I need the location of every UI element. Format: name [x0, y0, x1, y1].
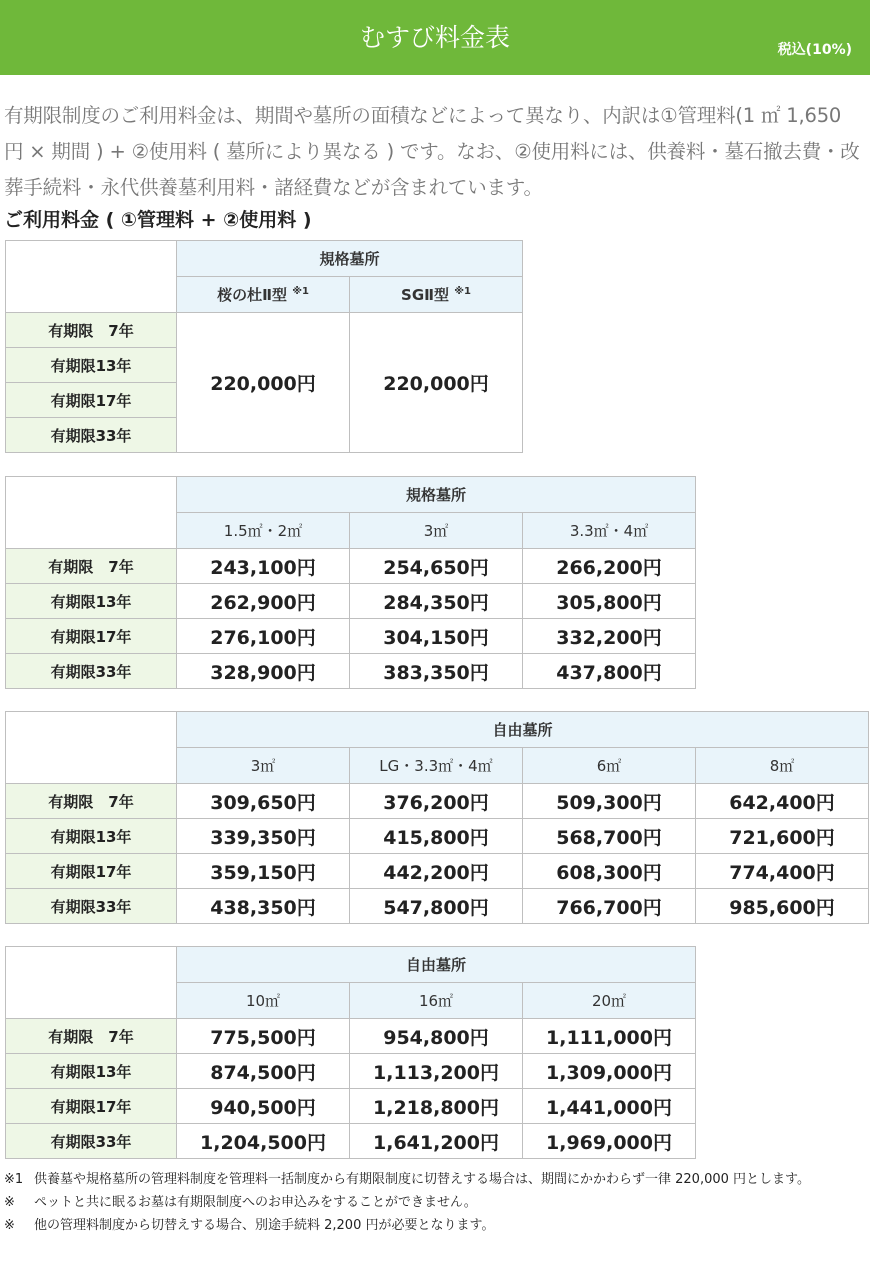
price-cell: 276,100円: [177, 619, 350, 654]
price-cell: 774,400円: [696, 854, 869, 889]
price-table-free-large: [5, 946, 696, 1159]
table-row: [6, 784, 869, 819]
footnote-mark: ※: [4, 1195, 15, 1210]
price-cell: 243,100円: [177, 549, 350, 584]
table-row: [6, 819, 869, 854]
page-header: [0, 0, 870, 75]
price-cell: 305,800円: [523, 584, 696, 619]
price-cell: 328,900円: [177, 654, 350, 689]
corner-cell: [6, 477, 177, 549]
table-row: [6, 889, 869, 924]
price-cell: 438,350円: [177, 889, 350, 924]
price-cell: 954,800円: [350, 1019, 523, 1054]
price-cell: 766,700円: [523, 889, 696, 924]
price-cell: 254,650円: [350, 549, 523, 584]
price-cell: 442,200円: [350, 854, 523, 889]
corner-cell: [6, 947, 177, 1019]
price-cell: 1,218,800円: [350, 1089, 523, 1124]
column-header: 桜の杜Ⅱ型 $^{※1}$: [177, 277, 350, 313]
price-cell: 721,600円: [696, 819, 869, 854]
footnotes: [4, 1170, 864, 1239]
corner-cell: [6, 712, 177, 784]
footnote: [4, 1193, 864, 1213]
price-cell: 642,400円: [696, 784, 869, 819]
price-cell: 1,641,200円: [350, 1124, 523, 1159]
price-cell: 1,441,000円: [523, 1089, 696, 1124]
price-cell: 1,113,200円: [350, 1054, 523, 1089]
price-cell: 383,350円: [350, 654, 523, 689]
column-header: 16㎡: [350, 983, 523, 1019]
price-cell: 1,204,500円: [177, 1124, 350, 1159]
row-label: 有期限 7年: [6, 1019, 177, 1054]
price-cell: 332,200円: [523, 619, 696, 654]
price-cell: 262,900円: [177, 584, 350, 619]
section-heading: ご利用料金 ( ①管理料 + ②使用料 ): [4, 209, 312, 231]
column-header: 20㎡: [523, 983, 696, 1019]
table-row: [6, 854, 869, 889]
row-label: 有期限17年: [6, 1089, 177, 1124]
price-cell: 376,200円: [350, 784, 523, 819]
price-cell: 220,000円: [350, 313, 523, 453]
table-row: [6, 1124, 696, 1159]
column-header: 8㎡: [696, 748, 869, 784]
price-cell: 775,500円: [177, 1019, 350, 1054]
row-label: 有期限13年: [6, 819, 177, 854]
price-cell: 309,650円: [177, 784, 350, 819]
price-cell: 266,200円: [523, 549, 696, 584]
footnote-mark: ※: [4, 1218, 15, 1233]
price-table-standard-area: [5, 476, 696, 689]
column-header: 6㎡: [523, 748, 696, 784]
row-label: 有期限17年: [6, 854, 177, 889]
footnote: [4, 1216, 864, 1236]
price-cell: 509,300円: [523, 784, 696, 819]
row-label: 有期限 7年: [6, 313, 177, 348]
column-header: 3㎡: [177, 748, 350, 784]
table-row: [6, 1089, 696, 1124]
price-table-free-area: [5, 711, 869, 924]
price-cell: 437,800円: [523, 654, 696, 689]
footnote-text: 他の管理料制度から切替えする場合、別途手続料 2,200 円が必要となります。: [34, 1218, 495, 1233]
table-row: [6, 1054, 696, 1089]
row-label: 有期限33年: [6, 418, 177, 453]
price-cell: 547,800円: [350, 889, 523, 924]
footnote: [4, 1170, 864, 1190]
intro-text: 有期限制度のご利用料金は、期間や墓所の面積などによって異なり、内訳は①管理料(1 ㎡ 1,650 円 × 期間 ) + ②使用料 ( 墓所により異なる ) です。なお、②使用料には、供養料・墓石撤去費・改葬手続料・永代供養墓利用料・諸経費などが含まれています。: [4, 104, 860, 199]
price-table-standard-type: [5, 240, 523, 453]
price-cell: 1,309,000円: [523, 1054, 696, 1089]
column-header: 3㎡: [350, 513, 523, 549]
row-label: 有期限17年: [6, 383, 177, 418]
row-label: 有期限33年: [6, 654, 177, 689]
table-row: [6, 549, 696, 584]
column-header: 3.3㎡・4㎡: [523, 513, 696, 549]
corner-cell: [6, 241, 177, 313]
row-label: 有期限33年: [6, 1124, 177, 1159]
price-cell: 608,300円: [523, 854, 696, 889]
price-cell: 339,350円: [177, 819, 350, 854]
price-cell: 1,969,000円: [523, 1124, 696, 1159]
price-cell: 415,800円: [350, 819, 523, 854]
price-cell: 359,150円: [177, 854, 350, 889]
table-row: [6, 619, 696, 654]
group-header: 自由墓所: [177, 712, 869, 748]
row-label: 有期限 7年: [6, 549, 177, 584]
group-header: 規格墓所: [177, 241, 523, 277]
row-label: 有期限33年: [6, 889, 177, 924]
column-header: 10㎡: [177, 983, 350, 1019]
table-row: [6, 584, 696, 619]
table-row: [6, 1019, 696, 1054]
price-cell: 304,150円: [350, 619, 523, 654]
price-cell: 1,111,000円: [523, 1019, 696, 1054]
price-cell: 568,700円: [523, 819, 696, 854]
price-cell: 220,000円: [177, 313, 350, 453]
row-label: 有期限13年: [6, 1054, 177, 1089]
footnote-mark: ※1: [4, 1172, 24, 1187]
row-label: 有期限 7年: [6, 784, 177, 819]
column-header: LG・3.3㎡・4㎡: [350, 748, 523, 784]
row-label: 有期限13年: [6, 348, 177, 383]
price-cell: 874,500円: [177, 1054, 350, 1089]
group-header: 規格墓所: [177, 477, 696, 513]
column-header: SGⅡ型 $^{※1}$: [350, 277, 523, 313]
row-label: 有期限13年: [6, 584, 177, 619]
table-row: [6, 654, 696, 689]
tax-note: 税込(10%): [777, 42, 852, 58]
footnote-text: 供養墓や規格墓所の管理料制度を管理料一括制度から有期限制度に切替えする場合は、期間にかかわらず一律 220,000 円とします。: [34, 1172, 810, 1187]
column-header: 1.5㎡・2㎡: [177, 513, 350, 549]
page-title: むすび料金表: [359, 23, 510, 52]
row-label: 有期限17年: [6, 619, 177, 654]
group-header: 自由墓所: [177, 947, 696, 983]
footnote-text: ペットと共に眠るお墓は有期限制度へのお申込みをすることができません。: [34, 1195, 477, 1210]
price-cell: 985,600円: [696, 889, 869, 924]
price-cell: 284,350円: [350, 584, 523, 619]
price-cell: 940,500円: [177, 1089, 350, 1124]
